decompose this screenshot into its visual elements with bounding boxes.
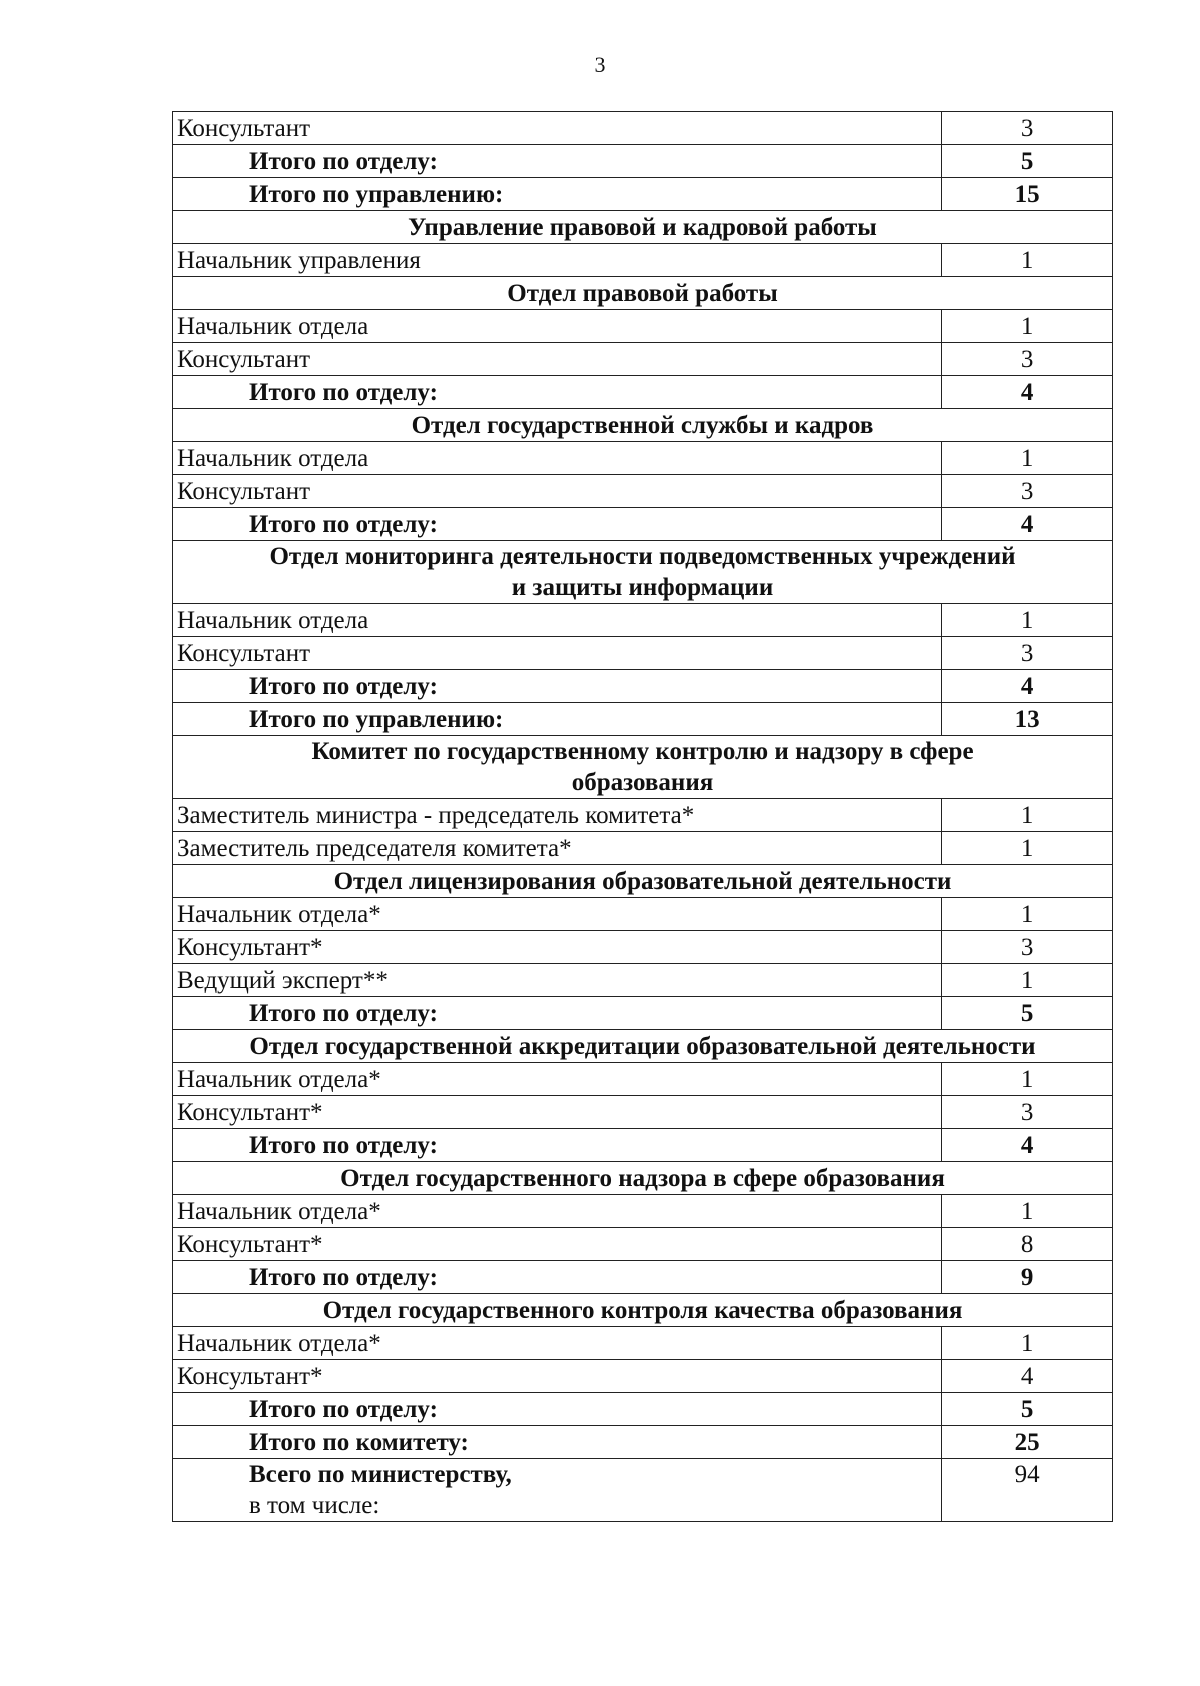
section-heading-text: Отдел государственной службы и кадров <box>411 411 874 439</box>
section-heading-row <box>173 409 1113 442</box>
position-name: Консультант <box>173 637 942 670</box>
total-row <box>173 145 1113 178</box>
total-row <box>173 1426 1113 1459</box>
grand-total-row <box>173 1459 1113 1522</box>
section-heading <box>173 409 1113 442</box>
grand-total-label-main: Всего по министерству, <box>249 1461 512 1488</box>
section-heading <box>173 541 1113 604</box>
section-heading <box>173 1030 1113 1063</box>
section-heading-text: Комитет по государственному контролю и надзору в сфере <box>311 738 974 765</box>
position-row <box>173 832 1113 865</box>
section-heading-row <box>173 277 1113 310</box>
position-row <box>173 799 1113 832</box>
total-label: Итого по управлению: <box>173 178 942 211</box>
position-name: Консультант* <box>173 931 942 964</box>
position-name: Консультант* <box>173 1228 942 1261</box>
section-heading-row <box>173 1162 1113 1195</box>
section-heading <box>173 736 1113 799</box>
position-count: 3 <box>942 1096 1113 1129</box>
section-heading <box>173 277 1113 310</box>
section-heading-row <box>173 1030 1113 1063</box>
position-count: 1 <box>942 1195 1113 1228</box>
total-label: Итого по отделу: <box>173 376 942 409</box>
position-name: Ведущий эксперт** <box>173 964 942 997</box>
position-count: 1 <box>942 964 1113 997</box>
total-row <box>173 178 1113 211</box>
section-heading-text: Отдел правовой работы <box>507 279 778 307</box>
total-label: Итого по отделу: <box>173 997 942 1030</box>
position-row <box>173 310 1113 343</box>
total-row <box>173 508 1113 541</box>
position-row <box>173 1195 1113 1228</box>
position-row <box>173 1327 1113 1360</box>
section-heading-row <box>173 736 1113 799</box>
total-row <box>173 1261 1113 1294</box>
position-count: 1 <box>942 799 1113 832</box>
section-heading-text: Отдел государственного надзора в сфере образования <box>340 1164 945 1192</box>
total-count: 13 <box>942 703 1113 736</box>
total-row <box>173 1129 1113 1162</box>
total-count: 4 <box>942 1129 1113 1162</box>
position-name: Консультант <box>173 112 942 145</box>
position-name: Начальник отдела <box>173 442 942 475</box>
total-row <box>173 670 1113 703</box>
total-label: Итого по комитету: <box>173 1426 942 1459</box>
total-count: 25 <box>942 1426 1113 1459</box>
total-count: 4 <box>942 376 1113 409</box>
section-heading-text: Управление правовой и кадровой работы <box>408 213 877 241</box>
section-heading-text-line2: и защиты информации <box>511 574 774 601</box>
total-count: 9 <box>942 1261 1113 1294</box>
position-name: Начальник управления <box>173 244 942 277</box>
position-row <box>173 1063 1113 1096</box>
position-count: 1 <box>942 244 1113 277</box>
section-heading-row <box>173 211 1113 244</box>
position-name: Консультант* <box>173 1360 942 1393</box>
total-label: Итого по отделу: <box>173 670 942 703</box>
section-heading <box>173 865 1113 898</box>
section-heading-row <box>173 1294 1113 1327</box>
section-heading-row <box>173 865 1113 898</box>
section-heading-text: Отдел государственного контроля качества образования <box>322 1296 963 1324</box>
position-name: Заместитель председателя комитета* <box>173 832 942 865</box>
total-count: 5 <box>942 145 1113 178</box>
total-count: 4 <box>942 508 1113 541</box>
position-row <box>173 964 1113 997</box>
position-name: Консультант <box>173 475 942 508</box>
position-row <box>173 898 1113 931</box>
section-heading-text-line2: образования <box>571 769 714 796</box>
position-row <box>173 475 1113 508</box>
section-heading <box>173 211 1113 244</box>
position-name: Заместитель министра - председатель комитета* <box>173 799 942 832</box>
position-count: 1 <box>942 604 1113 637</box>
position-count: 1 <box>942 832 1113 865</box>
position-count: 3 <box>942 637 1113 670</box>
section-heading-text: Отдел мониторинга деятельности подведомственных учреждений <box>269 543 1016 570</box>
position-count: 1 <box>942 1327 1113 1360</box>
position-row <box>173 1096 1113 1129</box>
total-count: 94 <box>942 1459 1113 1522</box>
total-label: Итого по отделу: <box>173 1261 942 1294</box>
position-row <box>173 637 1113 670</box>
position-row <box>173 604 1113 637</box>
total-label: Итого по отделу: <box>173 1129 942 1162</box>
grand-total-label-sub: в том числе: <box>249 1492 380 1519</box>
position-count: 8 <box>942 1228 1113 1261</box>
total-count: 4 <box>942 670 1113 703</box>
position-count: 1 <box>942 1063 1113 1096</box>
section-heading-text: Отдел лицензирования образовательной деятельности <box>333 867 952 895</box>
position-name: Начальник отдела* <box>173 1195 942 1228</box>
position-count: 3 <box>942 343 1113 376</box>
position-row <box>173 442 1113 475</box>
total-row <box>173 376 1113 409</box>
position-name: Консультант <box>173 343 942 376</box>
staffing-table-body <box>173 112 1113 1522</box>
position-row <box>173 931 1113 964</box>
total-row <box>173 997 1113 1030</box>
total-label: Итого по отделу: <box>173 508 942 541</box>
position-count: 1 <box>942 898 1113 931</box>
total-count: 5 <box>942 1393 1113 1426</box>
total-label: Итого по отделу: <box>173 1393 942 1426</box>
total-count: 15 <box>942 178 1113 211</box>
staffing-table <box>172 111 1113 1522</box>
position-name: Начальник отдела <box>173 310 942 343</box>
position-count: 1 <box>942 442 1113 475</box>
position-row <box>173 1228 1113 1261</box>
position-count: 1 <box>942 310 1113 343</box>
total-count: 5 <box>942 997 1113 1030</box>
grand-total-label <box>173 1459 942 1522</box>
position-row <box>173 112 1113 145</box>
section-heading <box>173 1294 1113 1327</box>
position-row <box>173 343 1113 376</box>
total-row <box>173 1393 1113 1426</box>
total-label: Итого по отделу: <box>173 145 942 178</box>
section-heading-row <box>173 541 1113 604</box>
position-name: Начальник отдела* <box>173 1063 942 1096</box>
position-row <box>173 1360 1113 1393</box>
position-count: 4 <box>942 1360 1113 1393</box>
position-name: Начальник отдела* <box>173 898 942 931</box>
position-name: Начальник отдела* <box>173 1327 942 1360</box>
position-count: 3 <box>942 112 1113 145</box>
page-number: 3 <box>594 52 606 77</box>
position-count: 3 <box>942 931 1113 964</box>
position-name: Начальник отдела <box>173 604 942 637</box>
position-count: 3 <box>942 475 1113 508</box>
section-heading-text: Отдел государственной аккредитации образовательной деятельности <box>249 1032 1036 1060</box>
position-name: Консультант* <box>173 1096 942 1129</box>
section-heading <box>173 1162 1113 1195</box>
total-label: Итого по управлению: <box>173 703 942 736</box>
position-row <box>173 244 1113 277</box>
total-row <box>173 703 1113 736</box>
